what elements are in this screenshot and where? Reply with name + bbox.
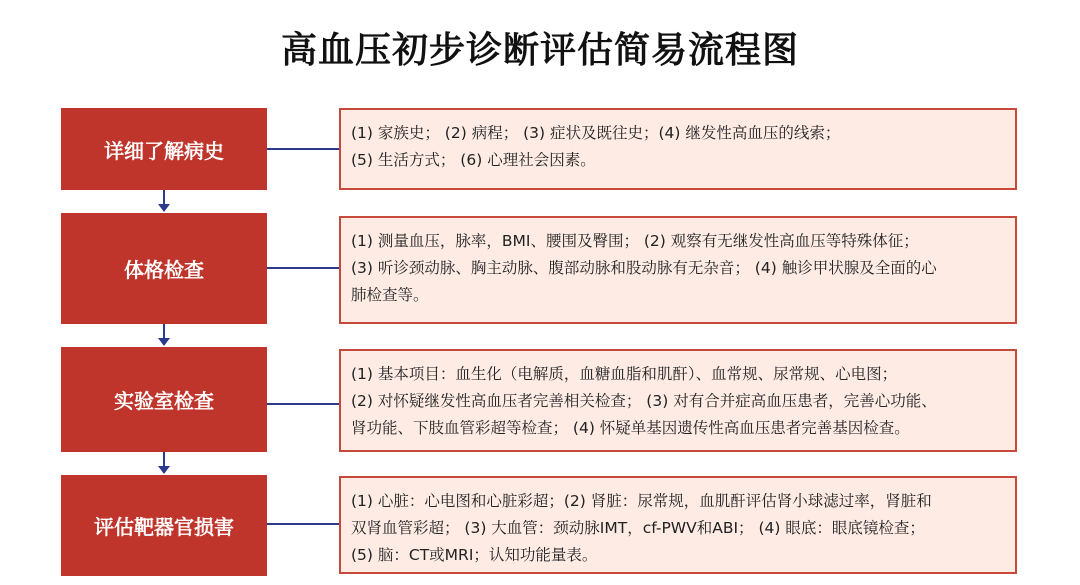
flow-arrow-head xyxy=(158,338,170,346)
desc-line: (5) 生活方式； (6) 心理社会因素。 xyxy=(351,151,596,169)
desc-box-organ-damage xyxy=(339,476,1017,574)
connector-line xyxy=(267,523,339,525)
desc-line: (5) 脑：CT或MRI；认知功能量表。 xyxy=(351,546,598,564)
connector-line xyxy=(267,403,339,405)
desc-line: (1) 家族史； (2) 病程； (3) 症状及既往史；(4) 继发性高血压的线索； xyxy=(351,124,841,142)
step-box-lab-tests: 实验室检查 xyxy=(61,347,267,452)
desc-line: 肺检查等。 xyxy=(351,286,429,304)
step-box-organ-damage: 评估靶器官损害 xyxy=(61,475,267,576)
desc-line: (1) 心脏：心电图和心脏彩超；(2) 肾脏：尿常规，血肌酐评估肾小球滤过率，肾脏和 xyxy=(351,492,932,510)
flow-arrow-line xyxy=(163,190,165,204)
page-title: 高血压初步诊断评估简易流程图 xyxy=(280,30,799,71)
desc-line: 肾功能、下肢血管彩超等检查； (4) 怀疑单基因遗传性高血压患者完善基因检查。 xyxy=(351,419,910,437)
step-box-physical-exam: 体格检查 xyxy=(61,213,267,324)
desc-line: 双肾血管彩超； (3) 大血管：颈动脉IMT，cf-PWV和ABI； (4) 眼底：眼底镜检查； xyxy=(351,519,925,537)
desc-box-lab-tests xyxy=(339,349,1017,452)
desc-line: (1) 测量血压，脉率，BMI、腰围及臀围； (2) 观察有无继发性高血压等特殊体征； xyxy=(351,232,919,250)
desc-line: (2) 对怀疑继发性高血压者完善相关检查； (3) 对有合并症高血压患者，完善心功能、 xyxy=(351,392,937,410)
flow-arrow-head xyxy=(158,466,170,474)
flow-arrow-line xyxy=(163,452,165,466)
desc-box-history xyxy=(339,108,1017,190)
desc-box-physical-exam xyxy=(339,216,1017,324)
connector-line xyxy=(267,148,339,150)
desc-line: (3) 听诊颈动脉、胸主动脉、腹部动脉和股动脉有无杂音； (4) 触诊甲状腺及全面的心 xyxy=(351,259,937,277)
flow-arrow-line xyxy=(163,324,165,338)
connector-line xyxy=(267,267,339,269)
step-box-history: 详细了解病史 xyxy=(61,108,267,190)
flow-arrow-head xyxy=(158,204,170,212)
desc-line: (1) 基本项目：血生化（电解质，血糖血脂和肌酐）、血常规、尿常规、心电图； xyxy=(351,365,898,383)
